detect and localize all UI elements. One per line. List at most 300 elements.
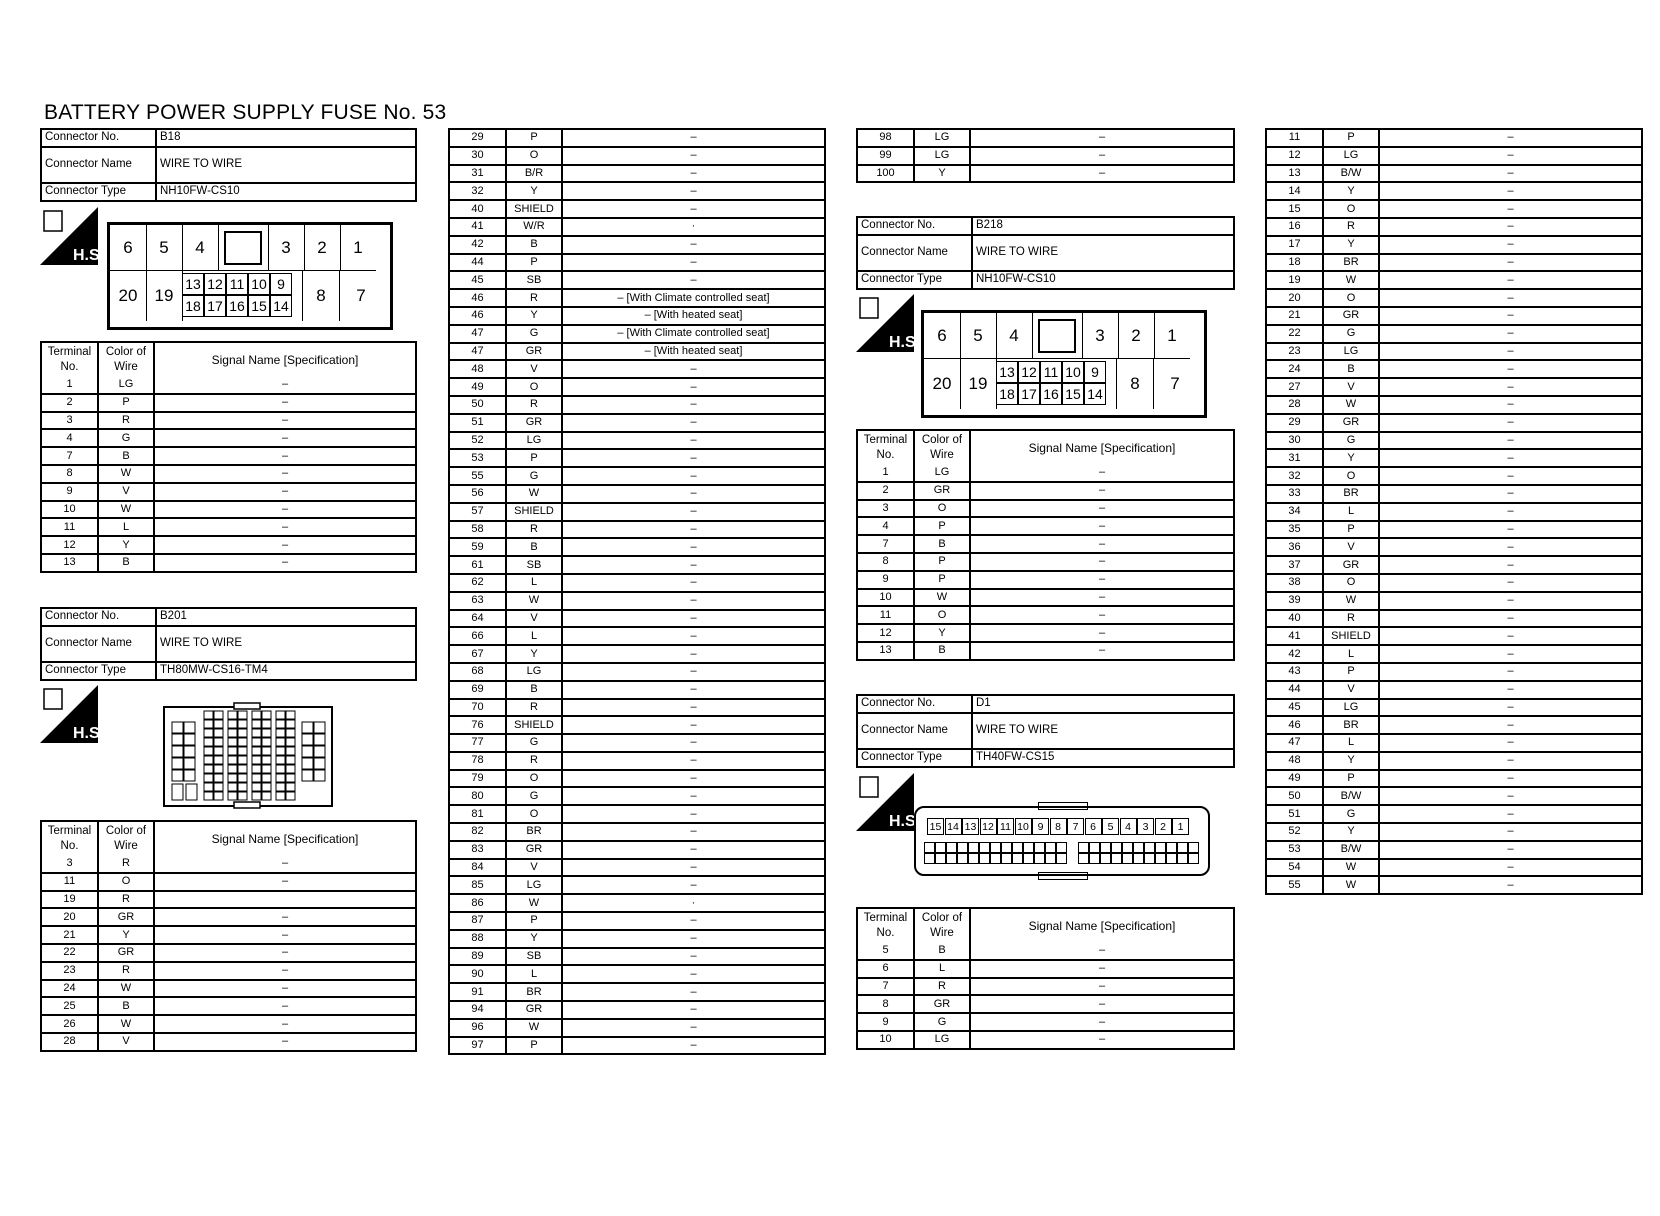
connector-pin: 12 <box>1018 361 1040 383</box>
table-row <box>449 556 825 574</box>
signal-name-cell: – <box>1379 165 1642 183</box>
wire-color-cell: Y <box>506 645 562 663</box>
signal-name-cell: – <box>1507 878 1514 891</box>
wire-color-cell: V <box>98 1033 154 1051</box>
label-connector-name: Connector Name <box>41 626 156 662</box>
terminal-no-cell: 52 <box>449 432 506 450</box>
signal-name-cell: – <box>562 627 825 645</box>
terminal-no-cell: 41 <box>449 218 506 236</box>
terminal-no-cell: 23 <box>41 962 98 980</box>
table-row <box>449 378 825 396</box>
table-row <box>1266 645 1642 663</box>
label-connector-type: Connector Type <box>41 183 156 201</box>
table-row <box>449 521 825 539</box>
connector-pin <box>228 756 237 764</box>
connector-pin <box>204 729 213 737</box>
label-connector-type: Connector Type <box>857 271 972 289</box>
connector-pin <box>1166 842 1177 853</box>
connector-pin <box>184 758 195 769</box>
signal-name-cell: – <box>1379 271 1642 289</box>
wire-color-cell: O <box>1323 289 1379 307</box>
wire-color-cell: GR <box>506 841 562 859</box>
signal-name-cell: – <box>562 805 825 823</box>
terminal-no-cell: 57 <box>449 503 506 521</box>
signal-name-cell: – <box>1379 414 1642 432</box>
wire-color-cell: Y <box>98 536 154 554</box>
connector-pin <box>262 738 271 746</box>
connector-no-value: D1 <box>972 695 1234 713</box>
wire-color-cell: G <box>1323 805 1379 823</box>
wire-color-cell: O <box>914 606 970 624</box>
signal-name-cell: – <box>154 980 416 998</box>
wire-color-cell: G <box>914 1013 970 1031</box>
terminal-no-cell: 69 <box>449 681 506 699</box>
wire-color-cell: SB <box>506 271 562 289</box>
terminal-no-cell: 4 <box>41 429 98 447</box>
connector-pin <box>276 792 285 800</box>
wire-color-cell: P <box>914 517 970 535</box>
terminal-no-cell: 31 <box>1266 449 1323 467</box>
connector-pin <box>1045 842 1056 853</box>
wire-color-cell: G <box>506 467 562 485</box>
table-row <box>1266 467 1642 485</box>
svg-text:H.S.: H.S. <box>889 813 921 830</box>
connector-pin <box>302 722 313 733</box>
wire-color-cell: R <box>1323 610 1379 628</box>
signal-name-cell: – <box>1098 1033 1106 1046</box>
table-row <box>1266 752 1642 770</box>
connector-no-value: B18 <box>156 129 416 147</box>
signal-name-cell: – <box>1379 396 1642 414</box>
table-row <box>857 995 1234 1013</box>
connector-type-value: TH80MW-CS16-TM4 <box>160 664 268 677</box>
signal-name-cell: – <box>562 449 825 467</box>
wire-color-cell: W/R <box>506 218 562 236</box>
table-row <box>449 894 825 912</box>
connector-pin <box>286 747 295 755</box>
signal-name-cell: – <box>1379 681 1642 699</box>
table-row <box>1266 236 1642 254</box>
table-row <box>1266 182 1642 200</box>
signal-name-cell: – <box>970 960 1234 978</box>
connector-pin <box>314 758 325 769</box>
connector-pin <box>1045 853 1056 864</box>
connector-pin <box>238 720 247 728</box>
connector-pin: 17 <box>204 295 226 317</box>
connector-pin <box>238 747 247 755</box>
connector-pin: 2 <box>1155 818 1172 835</box>
connector-pin <box>1111 853 1122 864</box>
terminal-no-cell: 31 <box>449 165 506 183</box>
wire-color-cell: P <box>506 254 562 272</box>
header-signal-name: Signal Name [Specification] <box>1028 440 1176 455</box>
wire-color-cell: V <box>1323 538 1379 556</box>
signal-name-cell: – <box>1379 716 1642 734</box>
header-terminal-no: Terminal No. <box>41 342 98 377</box>
header-color-of-wire: Color of Wire <box>914 430 970 465</box>
table-row <box>1266 254 1642 272</box>
terminal-no-cell: 87 <box>449 912 506 930</box>
wire-color-cell: LG <box>506 432 562 450</box>
connector-pin <box>286 720 295 728</box>
signal-name-cell: – <box>562 823 825 841</box>
terminal-no-cell: 13 <box>1266 165 1323 183</box>
connector-pin <box>957 842 968 853</box>
connector-pin: 14 <box>270 295 292 317</box>
terminal-no-cell: 45 <box>449 271 506 289</box>
table-row <box>449 948 825 966</box>
terminal-no-cell: 40 <box>449 200 506 218</box>
signal-name-cell: – <box>562 271 825 289</box>
terminal-no-cell: 53 <box>449 449 506 467</box>
connector-pin <box>262 747 271 755</box>
terminal-no-cell: 50 <box>1266 787 1323 805</box>
table-row <box>857 642 1234 660</box>
terminal-no-cell: 10 <box>857 589 914 607</box>
wire-color-cell: GR <box>1323 414 1379 432</box>
wire-color-cell: O <box>1323 467 1379 485</box>
table-row <box>41 908 416 926</box>
connector-pin <box>1089 842 1100 853</box>
wire-color-cell: B <box>506 538 562 556</box>
wire-color-cell: Y <box>506 307 562 325</box>
connector-pin <box>238 729 247 737</box>
wire-color-cell: W <box>1323 592 1379 610</box>
signal-name-cell: – <box>562 503 825 521</box>
signal-name-cell: – <box>1379 503 1642 521</box>
terminal-no-cell: 9 <box>857 571 914 589</box>
connector-pin <box>238 783 247 791</box>
wire-color-cell: LG <box>1323 699 1379 717</box>
hs-icon <box>856 294 921 352</box>
terminal-table-b201-continued-2 <box>856 128 1235 183</box>
connector-pin <box>1001 842 1012 853</box>
wire-color-cell: GR <box>506 1001 562 1019</box>
wire-color-cell: LG <box>914 1031 970 1049</box>
signal-name-cell: – <box>154 908 416 926</box>
signal-name-cell: – <box>562 182 825 200</box>
table-row <box>41 394 416 412</box>
signal-name-cell: – <box>970 517 1234 535</box>
signal-name-cell: – <box>1379 521 1642 539</box>
connector-pin <box>204 783 213 791</box>
terminal-no-cell: 64 <box>449 610 506 628</box>
connector-pin <box>228 783 237 791</box>
connector-pin: 10 <box>1015 818 1032 835</box>
signal-name-cell: – <box>562 770 825 788</box>
signal-name-cell: – <box>970 1013 1234 1031</box>
connector-pin <box>228 711 237 719</box>
wire-color-cell: Y <box>914 624 970 642</box>
wire-color-cell: W <box>1323 396 1379 414</box>
wire-color-cell: P <box>1323 521 1379 539</box>
terminal-no-cell: 97 <box>449 1037 506 1055</box>
table-row <box>1266 734 1642 752</box>
table-row <box>1266 165 1642 183</box>
wire-color-cell: P <box>1323 663 1379 681</box>
table-row <box>857 1031 1234 1049</box>
wire-color-cell: W <box>98 465 154 483</box>
terminal-no-cell: 19 <box>41 891 98 909</box>
signal-name-cell: – <box>1379 147 1642 165</box>
table-row <box>449 1001 825 1019</box>
connector-pin <box>1078 842 1089 853</box>
table-row <box>41 997 416 1015</box>
terminal-no-cell: 18 <box>1266 254 1323 272</box>
connector-pin: 13 <box>996 361 1018 383</box>
connector-pin <box>276 756 285 764</box>
signal-name-cell: – <box>1379 556 1642 574</box>
connector-pin: 11 <box>226 273 248 295</box>
connector-pin: 15 <box>927 818 944 835</box>
table-row <box>449 1037 825 1055</box>
connector-pin <box>214 756 223 764</box>
connector-face-b18 <box>107 222 393 330</box>
signal-name-cell: – <box>154 412 416 430</box>
signal-name-cell: – [With Climate controlled seat] <box>562 289 825 307</box>
table-row <box>857 165 1234 183</box>
connector-pin <box>302 746 313 757</box>
table-row <box>1266 805 1642 823</box>
connector-pin: 8 <box>302 271 340 321</box>
connector-pin <box>276 711 285 719</box>
terminal-no-cell: 61 <box>449 556 506 574</box>
wire-color-cell: P <box>914 571 970 589</box>
table-row <box>449 823 825 841</box>
table-row <box>41 962 416 980</box>
connector-pin <box>204 756 213 764</box>
wire-color-cell: V <box>98 483 154 501</box>
connector-pin <box>276 783 285 791</box>
terminal-no-cell: 7 <box>857 978 914 996</box>
table-row <box>1266 343 1642 361</box>
terminal-no-cell: 5 <box>857 943 914 960</box>
connector-pin <box>276 747 285 755</box>
connector-pin <box>1023 853 1034 864</box>
table-row <box>449 343 825 361</box>
terminal-no-cell: 1 <box>857 465 914 482</box>
connector-pin <box>214 747 223 755</box>
signal-name-cell: – <box>1379 734 1642 752</box>
table-row <box>857 517 1234 535</box>
connector-pin <box>946 853 957 864</box>
signal-name-cell: – <box>562 930 825 948</box>
connector-type-value: NH10FW-CS10 <box>976 273 1056 286</box>
connector-pin: 9 <box>1032 818 1049 835</box>
terminal-no-cell: 78 <box>449 752 506 770</box>
connector-pin <box>252 747 261 755</box>
connector-pin <box>214 729 223 737</box>
signal-name-cell: – <box>562 1019 825 1037</box>
terminal-table-d1-continued <box>1265 128 1643 895</box>
connector-pin <box>172 722 183 733</box>
signal-name-cell: – <box>1379 467 1642 485</box>
terminal-no-cell: 77 <box>449 734 506 752</box>
signal-name-cell: – <box>562 681 825 699</box>
connector-pin <box>262 720 271 728</box>
terminal-no-cell: 83 <box>449 841 506 859</box>
wire-color-cell: R <box>98 412 154 430</box>
table-row <box>41 554 416 572</box>
signal-name-cell: – <box>970 465 1234 482</box>
table-row <box>1266 521 1642 539</box>
wire-color-cell: Y <box>1323 182 1379 200</box>
connector-pin: 6 <box>1085 818 1102 835</box>
connector-pin: 15 <box>248 295 270 317</box>
wire-color-cell: R <box>1323 218 1379 236</box>
wire-color-cell: W <box>98 1015 154 1033</box>
connector-pin <box>1133 853 1144 864</box>
signal-name-cell: – <box>154 377 416 394</box>
signal-name-cell: – <box>562 556 825 574</box>
terminal-no-cell: 85 <box>449 876 506 894</box>
connector-b18-info <box>40 128 417 202</box>
wire-color-cell: R <box>98 856 154 873</box>
terminal-no-cell: 63 <box>449 592 506 610</box>
signal-name-cell: – <box>562 965 825 983</box>
table-row <box>857 465 1234 482</box>
terminal-no-cell: 76 <box>449 716 506 734</box>
wire-color-cell: L <box>1323 734 1379 752</box>
wire-color-cell: P <box>98 394 154 412</box>
wire-color-cell: O <box>506 378 562 396</box>
signal-name-cell: – <box>970 500 1234 518</box>
signal-name-cell: – <box>1098 644 1106 657</box>
signal-name-cell: – <box>562 699 825 717</box>
connector-pin: 1 <box>1172 818 1189 835</box>
terminal-no-cell: 47 <box>1266 734 1323 752</box>
wire-color-cell: G <box>506 325 562 343</box>
table-row <box>1266 823 1642 841</box>
connector-pin <box>228 738 237 746</box>
wire-color-cell: B/W <box>1323 841 1379 859</box>
terminal-no-cell: 38 <box>1266 574 1323 592</box>
signal-name-cell: – <box>970 535 1234 553</box>
connector-pin: 5 <box>146 225 183 271</box>
terminal-no-cell: 17 <box>1266 236 1323 254</box>
table-row <box>449 449 825 467</box>
signal-name-cell: – <box>562 983 825 1001</box>
terminal-no-cell: 70 <box>449 699 506 717</box>
connector-pin <box>1188 853 1199 864</box>
signal-name-cell: – <box>154 1015 416 1033</box>
terminal-no-cell: 58 <box>449 521 506 539</box>
signal-name-cell: – <box>1379 859 1642 877</box>
wire-color-cell: SHIELD <box>506 200 562 218</box>
table-row <box>449 503 825 521</box>
connector-pin-row <box>927 818 1199 835</box>
connector-pin <box>314 770 325 781</box>
table-row <box>449 307 825 325</box>
connector-pin <box>214 774 223 782</box>
wire-color-cell: R <box>506 752 562 770</box>
signal-name-cell: – <box>562 841 825 859</box>
connector-pin: 9 <box>1084 361 1106 383</box>
wire-color-cell: L <box>506 965 562 983</box>
wire-color-cell: BR <box>1323 254 1379 272</box>
terminal-no-cell: 49 <box>1266 770 1323 788</box>
connector-face-b201 <box>162 702 334 809</box>
connector-pin <box>276 774 285 782</box>
wire-color-cell: L <box>1323 503 1379 521</box>
terminal-no-cell: 34 <box>1266 503 1323 521</box>
table-row <box>449 912 825 930</box>
wire-color-cell: P <box>914 553 970 571</box>
wire-color-cell: L <box>506 627 562 645</box>
terminal-no-cell: 59 <box>449 538 506 556</box>
terminal-no-cell: 81 <box>449 805 506 823</box>
signal-name-cell: – <box>154 536 416 554</box>
terminal-no-cell: 49 <box>449 378 506 396</box>
signal-name-cell: – <box>154 873 416 891</box>
wire-color-cell: Y <box>1323 752 1379 770</box>
signal-name-cell: – <box>562 912 825 930</box>
table-row <box>41 377 416 394</box>
table-row <box>857 978 1234 996</box>
connector-pin <box>924 853 935 864</box>
connector-pin <box>1144 853 1155 864</box>
terminal-no-cell: 20 <box>1266 289 1323 307</box>
signal-name-cell: – <box>1098 166 1106 179</box>
terminal-no-cell: 10 <box>41 501 98 519</box>
wire-color-cell: R <box>98 891 154 909</box>
connector-pin: 19 <box>960 359 997 409</box>
connector-pin <box>979 842 990 853</box>
signal-name-cell: – <box>562 236 825 254</box>
wire-color-cell: R <box>914 978 970 996</box>
connector-pin <box>186 784 197 800</box>
table-row <box>1266 129 1642 147</box>
table-row <box>449 218 825 236</box>
signal-name-cell: – <box>1379 432 1642 450</box>
terminal-no-cell: 82 <box>449 823 506 841</box>
wire-color-cell: G <box>1323 325 1379 343</box>
connector-pin <box>302 758 313 769</box>
svg-text:H.S.: H.S. <box>73 725 105 742</box>
table-row <box>41 891 416 909</box>
connector-pin <box>302 770 313 781</box>
wire-color-cell: GR <box>1323 307 1379 325</box>
wire-color-cell: O <box>506 147 562 165</box>
terminal-no-cell: 79 <box>449 770 506 788</box>
wire-color-cell: L <box>98 518 154 536</box>
signal-name-cell: – <box>1379 218 1642 236</box>
table-row <box>1266 841 1642 859</box>
table-row <box>1266 574 1642 592</box>
terminal-no-cell: 12 <box>41 536 98 554</box>
table-row <box>449 965 825 983</box>
terminal-no-cell: 32 <box>449 182 506 200</box>
signal-name-cell: – <box>1379 182 1642 200</box>
wire-color-cell: B <box>914 535 970 553</box>
connector-sub-grid <box>996 361 1116 407</box>
signal-name-cell: – <box>154 926 416 944</box>
signal-name-cell: – <box>562 948 825 966</box>
terminal-no-cell: 9 <box>41 483 98 501</box>
wire-color-cell: Y <box>98 926 154 944</box>
connector-pin: 14 <box>945 818 962 835</box>
table-row <box>1266 503 1642 521</box>
connector-pin <box>1122 853 1133 864</box>
terminal-no-cell: 3 <box>41 412 98 430</box>
wire-color-cell: V <box>1323 681 1379 699</box>
connector-pin <box>1032 313 1083 359</box>
terminal-no-cell: 11 <box>41 873 98 891</box>
connector-pin: 2 <box>1118 313 1155 359</box>
table-row <box>449 271 825 289</box>
signal-name-cell: – <box>562 716 825 734</box>
header-signal-name: Signal Name [Specification] <box>1028 918 1176 933</box>
